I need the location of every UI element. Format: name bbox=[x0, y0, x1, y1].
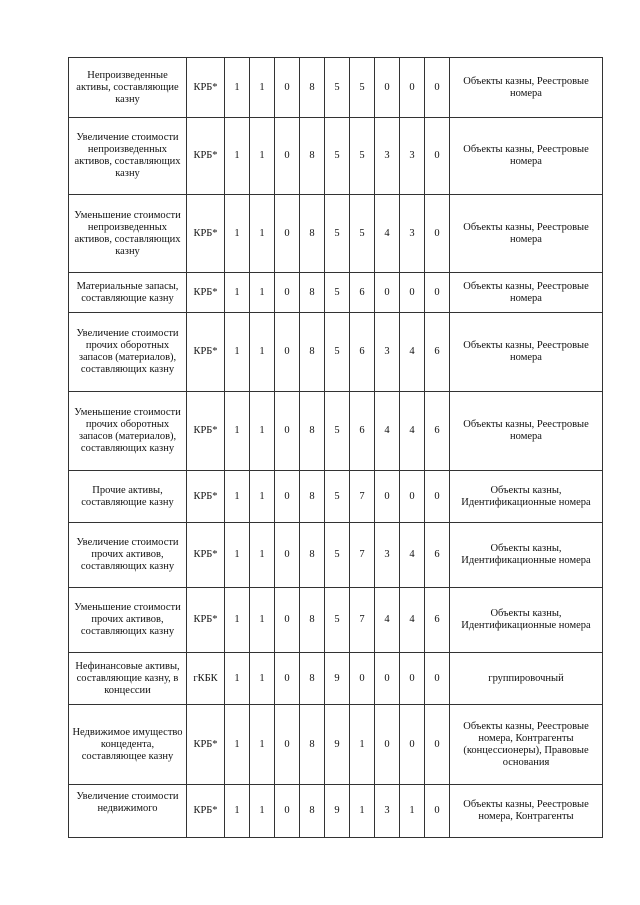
account-digit: 0 bbox=[425, 195, 450, 273]
account-digit: 0 bbox=[425, 273, 450, 313]
account-name: Увеличение стоимости непроизведенных активов, составляющих казну bbox=[69, 118, 187, 195]
account-name: Недвижимое имущество концедента, составляющее казну bbox=[69, 705, 187, 785]
account-digit: 0 bbox=[425, 471, 450, 523]
account-name: Уменьшение стоимости прочих оборотных запасов (материалов), составляющих казну bbox=[69, 392, 187, 471]
account-digit: 1 bbox=[250, 523, 275, 588]
account-digit: 1 bbox=[225, 58, 250, 118]
account-digit: 6 bbox=[425, 523, 450, 588]
account-digit: 0 bbox=[375, 705, 400, 785]
account-analytics: Объекты казны, Реестровые номера bbox=[450, 273, 603, 313]
account-analytics: Объекты казны, Идентификационные номера bbox=[450, 588, 603, 653]
account-digit: 1 bbox=[225, 653, 250, 705]
account-digit: 7 bbox=[350, 588, 375, 653]
account-code-type: КРБ* bbox=[187, 58, 225, 118]
account-digit: 1 bbox=[225, 785, 250, 838]
account-digit: 4 bbox=[400, 313, 425, 392]
account-code-type: КРБ* bbox=[187, 785, 225, 838]
account-digit: 0 bbox=[400, 471, 425, 523]
account-digit: 5 bbox=[325, 118, 350, 195]
account-digit: 3 bbox=[375, 785, 400, 838]
account-digit: 1 bbox=[250, 313, 275, 392]
account-digit: 3 bbox=[400, 118, 425, 195]
account-name: Материальные запасы, составляющие казну bbox=[69, 273, 187, 313]
account-digit: 8 bbox=[300, 273, 325, 313]
account-digit: 9 bbox=[325, 653, 350, 705]
account-code-type: КРБ* bbox=[187, 705, 225, 785]
account-digit: 5 bbox=[325, 58, 350, 118]
account-digit: 1 bbox=[250, 118, 275, 195]
account-digit: 3 bbox=[375, 523, 400, 588]
account-code-type: КРБ* bbox=[187, 273, 225, 313]
account-digit: 6 bbox=[350, 313, 375, 392]
account-digit: 9 bbox=[325, 705, 350, 785]
account-name: Увеличение стоимости прочих активов, составляющих казну bbox=[69, 523, 187, 588]
account-digit: 4 bbox=[400, 523, 425, 588]
account-digit: 4 bbox=[375, 195, 400, 273]
account-digit: 8 bbox=[300, 705, 325, 785]
account-digit: 0 bbox=[375, 58, 400, 118]
account-digit: 0 bbox=[275, 195, 300, 273]
account-digit: 3 bbox=[400, 195, 425, 273]
account-digit: 0 bbox=[400, 58, 425, 118]
account-name: Увеличение стоимости прочих оборотных запасов (материалов), составляющих казну bbox=[69, 313, 187, 392]
account-code-type: КРБ* bbox=[187, 118, 225, 195]
account-digit: 1 bbox=[225, 471, 250, 523]
account-digit: 0 bbox=[425, 118, 450, 195]
table-row bbox=[69, 273, 603, 313]
table-row bbox=[69, 118, 603, 195]
account-digit: 3 bbox=[375, 313, 400, 392]
account-code-type: КРБ* bbox=[187, 195, 225, 273]
account-digit: 0 bbox=[425, 653, 450, 705]
account-digit: 6 bbox=[350, 273, 375, 313]
account-analytics: группировочный bbox=[450, 653, 603, 705]
table-row bbox=[69, 588, 603, 653]
account-digit: 1 bbox=[250, 653, 275, 705]
table-row bbox=[69, 705, 603, 785]
account-digit: 6 bbox=[425, 392, 450, 471]
account-name: Прочие активы, составляющие казну bbox=[69, 471, 187, 523]
account-digit: 0 bbox=[275, 273, 300, 313]
account-digit: 1 bbox=[400, 785, 425, 838]
account-digit: 0 bbox=[275, 118, 300, 195]
account-digit: 0 bbox=[275, 705, 300, 785]
account-digit: 4 bbox=[400, 392, 425, 471]
account-digit: 1 bbox=[250, 705, 275, 785]
account-digit: 8 bbox=[300, 118, 325, 195]
account-digit: 1 bbox=[250, 392, 275, 471]
account-digit: 0 bbox=[375, 653, 400, 705]
account-digit: 0 bbox=[275, 785, 300, 838]
account-digit: 0 bbox=[400, 705, 425, 785]
account-analytics: Объекты казны, Реестровые номера, Контрагенты (концессионеры), Правовые основания bbox=[450, 705, 603, 785]
account-digit: 5 bbox=[325, 523, 350, 588]
account-digit: 1 bbox=[350, 705, 375, 785]
account-analytics: Объекты казны, Реестровые номера bbox=[450, 392, 603, 471]
account-digit: 1 bbox=[225, 313, 250, 392]
account-digit: 4 bbox=[400, 588, 425, 653]
account-code-type: КРБ* bbox=[187, 313, 225, 392]
account-digit: 0 bbox=[350, 653, 375, 705]
accounts-table bbox=[68, 57, 603, 838]
account-code-type: КРБ* bbox=[187, 523, 225, 588]
account-digit: 5 bbox=[325, 588, 350, 653]
account-digit: 8 bbox=[300, 785, 325, 838]
account-name: Нефинансовые активы, составляющие казну, в концессии bbox=[69, 653, 187, 705]
account-name: Увеличение стоимости недвижимого bbox=[69, 785, 187, 838]
table-row bbox=[69, 58, 603, 118]
account-digit: 6 bbox=[425, 588, 450, 653]
account-digit: 1 bbox=[350, 785, 375, 838]
account-digit: 0 bbox=[425, 58, 450, 118]
account-digit: 8 bbox=[300, 195, 325, 273]
account-digit: 5 bbox=[350, 118, 375, 195]
account-digit: 7 bbox=[350, 471, 375, 523]
account-digit: 1 bbox=[225, 118, 250, 195]
table-row bbox=[69, 471, 603, 523]
account-digit: 5 bbox=[325, 392, 350, 471]
account-digit: 0 bbox=[400, 273, 425, 313]
table-row bbox=[69, 195, 603, 273]
account-analytics: Объекты казны, Идентификационные номера bbox=[450, 471, 603, 523]
account-digit: 0 bbox=[275, 58, 300, 118]
account-name: Уменьшение стоимости прочих активов, составляющих казну bbox=[69, 588, 187, 653]
account-name: Уменьшение стоимости непроизведенных активов, составляющих казну bbox=[69, 195, 187, 273]
account-digit: 5 bbox=[325, 313, 350, 392]
account-digit: 1 bbox=[225, 392, 250, 471]
account-digit: 0 bbox=[425, 705, 450, 785]
account-digit: 8 bbox=[300, 58, 325, 118]
account-digit: 5 bbox=[325, 195, 350, 273]
account-digit: 0 bbox=[400, 653, 425, 705]
account-digit: 8 bbox=[300, 588, 325, 653]
account-digit: 1 bbox=[250, 195, 275, 273]
account-digit: 1 bbox=[250, 58, 275, 118]
account-digit: 8 bbox=[300, 313, 325, 392]
table-row bbox=[69, 785, 603, 838]
account-analytics: Объекты казны, Реестровые номера bbox=[450, 195, 603, 273]
account-digit: 8 bbox=[300, 523, 325, 588]
account-analytics: Объекты казны, Идентификационные номера bbox=[450, 523, 603, 588]
table-row bbox=[69, 653, 603, 705]
account-digit: 6 bbox=[350, 392, 375, 471]
account-digit: 6 bbox=[425, 313, 450, 392]
account-analytics: Объекты казны, Реестровые номера bbox=[450, 313, 603, 392]
account-digit: 8 bbox=[300, 392, 325, 471]
account-digit: 0 bbox=[275, 313, 300, 392]
account-digit: 5 bbox=[350, 58, 375, 118]
account-digit: 7 bbox=[350, 523, 375, 588]
account-digit: 1 bbox=[250, 588, 275, 653]
account-digit: 5 bbox=[325, 471, 350, 523]
account-digit: 1 bbox=[250, 273, 275, 313]
account-code-type: КРБ* bbox=[187, 588, 225, 653]
account-digit: 4 bbox=[375, 588, 400, 653]
account-analytics: Объекты казны, Реестровые номера, Контрагенты bbox=[450, 785, 603, 838]
account-digit: 0 bbox=[275, 471, 300, 523]
account-digit: 8 bbox=[300, 471, 325, 523]
account-analytics: Объекты казны, Реестровые номера bbox=[450, 58, 603, 118]
account-digit: 0 bbox=[275, 392, 300, 471]
account-code-type: гКБК bbox=[187, 653, 225, 705]
account-digit: 5 bbox=[325, 273, 350, 313]
account-digit: 1 bbox=[225, 705, 250, 785]
table-row bbox=[69, 313, 603, 392]
account-digit: 1 bbox=[250, 471, 275, 523]
account-digit: 4 bbox=[375, 392, 400, 471]
account-analytics: Объекты казны, Реестровые номера bbox=[450, 118, 603, 195]
account-digit: 1 bbox=[225, 588, 250, 653]
account-digit: 1 bbox=[250, 785, 275, 838]
table-row bbox=[69, 392, 603, 471]
account-digit: 9 bbox=[325, 785, 350, 838]
account-digit: 3 bbox=[375, 118, 400, 195]
account-digit: 1 bbox=[225, 273, 250, 313]
account-digit: 8 bbox=[300, 653, 325, 705]
account-digit: 0 bbox=[375, 471, 400, 523]
account-digit: 0 bbox=[275, 523, 300, 588]
account-name: Непроизведенные активы, составляющие казну bbox=[69, 58, 187, 118]
account-digit: 1 bbox=[225, 523, 250, 588]
account-code-type: КРБ* bbox=[187, 471, 225, 523]
account-digit: 0 bbox=[375, 273, 400, 313]
account-digit: 0 bbox=[425, 785, 450, 838]
account-digit: 0 bbox=[275, 653, 300, 705]
account-digit: 5 bbox=[350, 195, 375, 273]
table-row bbox=[69, 523, 603, 588]
account-digit: 1 bbox=[225, 195, 250, 273]
account-code-type: КРБ* bbox=[187, 392, 225, 471]
account-digit: 0 bbox=[275, 588, 300, 653]
